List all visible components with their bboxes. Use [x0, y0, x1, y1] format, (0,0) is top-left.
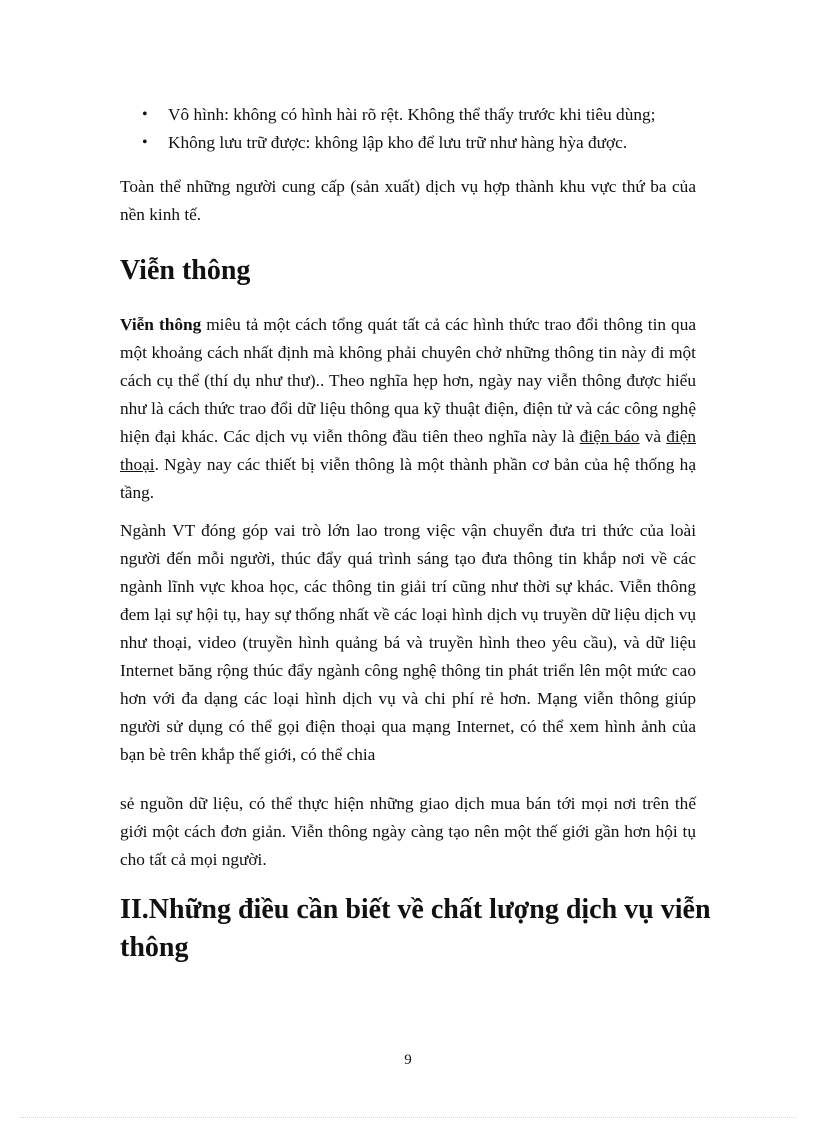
link-dien-bao[interactable]: điện báo — [579, 427, 640, 446]
paragraph-telecom-definition — [120, 311, 696, 507]
paragraph-telecom-role-continued: sẻ nguồn dữ liệu, có thể thực hiện những giao dịch mua bán tới mọi nơi trên thế giới một cách đơn giản. Viễn thông ngày càng tạo nên một thế giới gần hơn hội tụ cho tất cả mọi người. — [120, 794, 696, 869]
list-item: • Không lưu trữ được: không lập kho để lưu trữ như hàng hỳa được. — [120, 129, 720, 157]
paragraph-telecom-role: Ngành VT đóng góp vai trò lớn lao trong việc vận chuyển đưa tri thức của loài người đến mỗi người, thúc đẩy quá trình sáng tạo đưa thông tin khắp nơi về các ngành lĩnh vực khoa học, các thông tin giải trí cũng như thời sự khác. Viễn thông đem lại sự hội tụ, hay sự thống nhất về các loại hình dịch vụ truyền dữ liệu dịch vụ như thoại, video (truyền hình quảng bá và truyền hình theo yêu cầu), và dữ liệu Internet băng rộng thúc đẩy ngành công nghệ thông tin phát triển lên một mức cao hơn với đa dạng các loại hình dịch vụ và chi phí rẻ hơn. Mạng viễn thông giúp người sử dụng có thể gọi điện thoại qua mạng Internet, có thể xem hình ảnh của bạn bè trên khắp thế giới, có thể chia — [120, 521, 696, 764]
paragraph-services: Toàn thể những người cung cấp (sản xuất) dịch vụ hợp thành khu vực thứ ba của nền kinh tế. — [120, 177, 696, 224]
bold-term: Viễn thông — [120, 315, 202, 334]
definition-text: miêu tả một cách tổng quát tất cả các hình thức trao đổi thông tin qua một khoảng cách nhất định mà không phải chuyên chở những thông tin này đi một cách cụ thể (thí dụ như thư).. Theo nghĩa hẹp hơn, ngày nay viễn thông được hiểu như là cách thức trao đổi dữ liệu thông qua kỹ thuật điện, điện tử và các công nghệ hiện đại khác. Các dịch vụ viễn thông đầu tiên theo nghĩa này là — [120, 315, 697, 446]
list-item: • Vô hình: không có hình hài rõ rệt. Không thể thấy trước khi tiêu dùng; — [120, 101, 720, 129]
heading-vien-thong: Viễn thông — [120, 255, 251, 286]
page-bottom-divider — [20, 1117, 796, 1118]
definition-text-connector: và — [639, 427, 667, 446]
heading-section-2: II.Những điều cần biết về chất lượng dịch vụ viễn thông — [120, 894, 711, 963]
bullet-list — [120, 101, 720, 157]
link-dien-thoai[interactable]: điện thoại — [120, 427, 697, 474]
definition-text-end: . Ngày nay các thiết bị viễn thông là một thành phần cơ bản của hệ thống hạ tầng. — [120, 455, 696, 502]
page-number: 9 — [404, 1052, 412, 1068]
